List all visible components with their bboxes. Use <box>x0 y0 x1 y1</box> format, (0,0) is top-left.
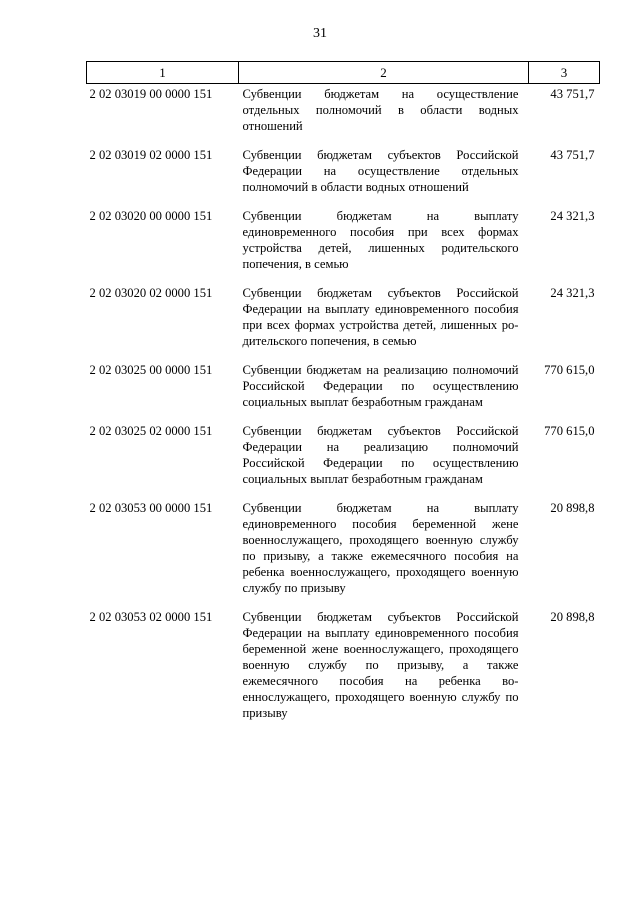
page-number: 31 <box>313 26 327 41</box>
budget-amount: 24 321,3 <box>550 209 595 223</box>
budget-code: 2 02 03025 02 0000 151 <box>89 424 213 438</box>
budget-description: Субвенции бюджетам на реализацию полномочий Российской Федерации по осуществлению социальных выплат безработным гражданам <box>242 363 519 409</box>
budget-code: 2 02 03025 00 0000 151 <box>89 363 213 377</box>
header-col-2: 2 <box>239 62 529 84</box>
table-row <box>87 360 600 421</box>
budget-description: Субвенции бюджетам на выплату единовременного пособия беременной жене военнослужащего, проходящего военную службу по призыву, а также ежемесячного пособия на ребенка военнослужащего, проходящего военную службу по призыву <box>242 501 519 595</box>
budget-code: 2 02 03053 00 0000 151 <box>89 501 213 515</box>
table-row <box>87 498 600 607</box>
table-row <box>87 206 600 283</box>
budget-amount: 20 898,8 <box>550 610 595 624</box>
table-row <box>87 283 600 360</box>
budget-description: Субвенции бюджетам субъектов Российской Федерации на реализацию полномочий Российской Федерации по осуществлению социальных выплат безработным гражданам <box>242 424 519 486</box>
budget-code: 2 02 03020 00 0000 151 <box>89 209 213 223</box>
budget-table <box>86 61 600 732</box>
table-body <box>87 84 600 733</box>
budget-amount: 24 321,3 <box>550 286 595 300</box>
header-col-1: 1 <box>87 62 239 84</box>
table-header <box>87 62 600 84</box>
budget-description: Субвенции бюджетам на выплату единовременного пособия при всех формах устройства детей, лишенных родительского попечения, в семью <box>242 209 519 271</box>
budget-code: 2 02 03020 02 0000 151 <box>89 286 213 300</box>
budget-code: 2 02 03019 02 0000 151 <box>89 148 213 162</box>
header-row <box>87 62 600 84</box>
budget-description: Субвенции бюджетам субъектов Российской Федерации на осуществление отдельных полномочий в области водных отношений <box>242 148 519 194</box>
budget-code: 2 02 03019 00 0000 151 <box>89 87 213 101</box>
budget-amount: 770 615,0 <box>544 424 595 438</box>
budget-description: Субвенции бюджетам субъектов Российской Федерации на выплату единовременного пособия беременной жене военнослужащего, проходящего военную службу по призыву, а также ежемесячного пособия на ребенка военнослужащего, проходящего военную службу по призыву <box>242 610 519 720</box>
table-row <box>87 421 600 498</box>
budget-amount: 43 751,7 <box>550 87 595 101</box>
budget-code: 2 02 03053 02 0000 151 <box>89 610 213 624</box>
budget-description: Субвенции бюджетам субъектов Российской Федерации на выплату единовременного пособия при всех формах устройства детей, лишенных родительского попечения, в семью <box>242 286 519 348</box>
budget-amount: 770 615,0 <box>544 363 595 377</box>
header-col-3: 3 <box>529 62 600 84</box>
table-row <box>87 607 600 732</box>
budget-amount: 43 751,7 <box>550 148 595 162</box>
budget-description: Субвенции бюджетам на осуществление отдельных полномочий в области водных отношений <box>242 87 519 133</box>
budget-amount: 20 898,8 <box>550 501 595 515</box>
table-row <box>87 145 600 206</box>
table-row <box>87 84 600 146</box>
